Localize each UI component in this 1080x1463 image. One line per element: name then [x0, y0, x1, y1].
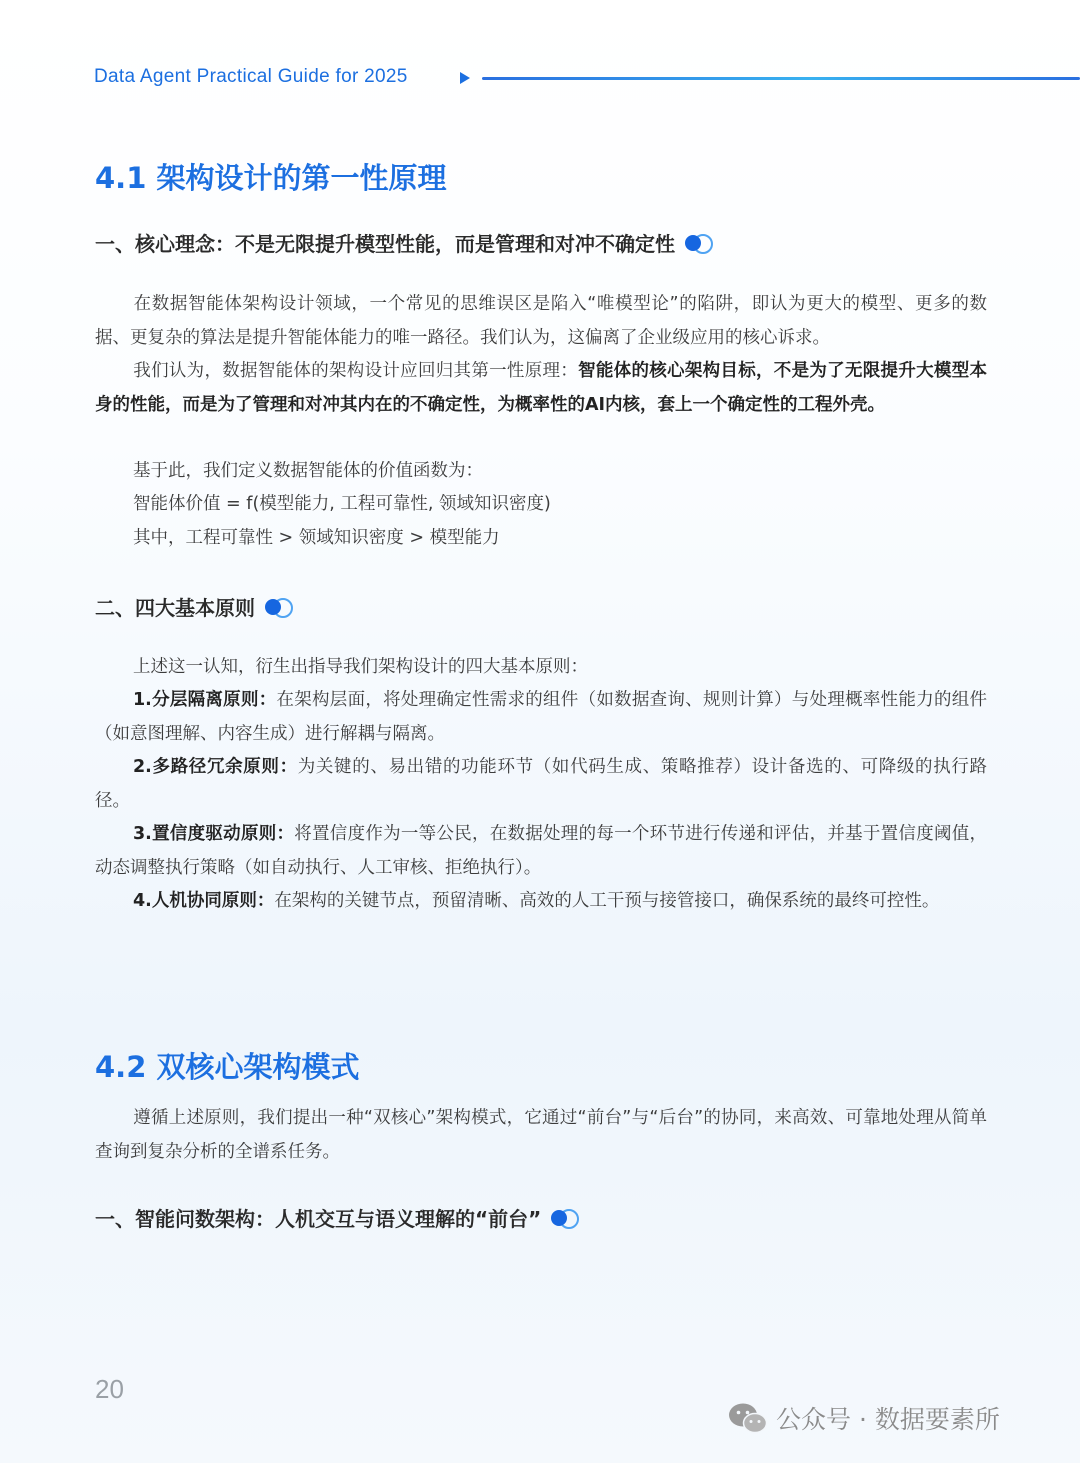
watermark-text: 公众号 · 数据要素所 — [776, 1405, 1000, 1434]
principle-name: 1.分层隔离原则： — [133, 690, 277, 710]
heading-42-1-text: 一、智能问数架构：人机交互与语义理解的“前台” — [95, 1207, 542, 1231]
principle-text: 为关键的、易出错的功能环节（如代码生成、策略推荐）设计备选的、可降级的执行路径。 — [95, 757, 988, 811]
paragraph-myth-text: 在数据智能体架构设计领域，一个常见的思维误区是陷入“唯模型论”的陷阱，即认为更大的模型、更多的数据、更复杂的算法是提升智能体能力的唯一路径。我们认为，这偏离了企业级应用的核心诉求。 — [95, 294, 987, 348]
principle-text: 在架构的关键节点，预留清晰、高效的人工干预与接管接口，确保系统的最终可控性。 — [274, 891, 940, 911]
toggle-dots-icon — [551, 1209, 579, 1227]
play-arrow-icon — [460, 72, 470, 84]
principle-item — [95, 751, 987, 818]
heading-1-text: 一、核心理念：不是无限提升模型性能，而是管理和对冲不确定性 — [95, 232, 675, 256]
section-42-title: 4.2 双核心架构模式 — [95, 1050, 360, 1084]
page-number: 20 — [95, 1374, 124, 1404]
principle-text: 在架构层面，将处理确定性需求的组件（如数据查询、规则计算）与处理概率性能力的组件（如意图理解、内容生成）进行解耦与隔离。 — [95, 690, 987, 744]
section-41-heading-1 — [95, 228, 713, 257]
section-41-heading-2 — [95, 592, 293, 621]
toggle-dots-icon — [685, 234, 713, 252]
principle-name: 4.人机协同原则： — [133, 891, 275, 911]
dual-core-text: 遵循上述原则，我们提出一种“双核心”架构模式，它通过“前台”与“后台”的协同，来高效、可靠地处理从简单查询到复杂分析的全谱系任务。 — [95, 1108, 987, 1162]
wechat-watermark — [728, 1400, 1000, 1436]
value-function-formula: 智能体价值 = f(模型能力, 工程可靠性, 领域知识密度) — [133, 494, 551, 514]
toggle-dots-icon — [265, 598, 293, 616]
first-principle-bold: 智能体的核心架构目标，不是为了无限提升大模型本身的性能，而是为了管理和对冲其内在的不确定性，为概率性的AI内核，套上一个确定性的工程外壳。 — [95, 361, 988, 415]
paragraph-myth — [95, 288, 987, 355]
section-41-title: 4.1 架构设计的第一性原理 — [95, 161, 447, 195]
header-divider — [482, 77, 1080, 80]
value-function-order: 其中，工程可靠性 > 领域知识密度 > 模型能力 — [133, 528, 500, 548]
header-title: Data Agent Practical Guide for 2025 — [94, 66, 408, 87]
principles-intro: 上述这一认知，衍生出指导我们架构设计的四大基本原则： — [133, 657, 588, 677]
value-function-intro: 基于此，我们定义数据智能体的价值函数为： — [133, 461, 483, 481]
principle-item — [95, 818, 987, 885]
paragraph-dual-core — [95, 1102, 987, 1169]
principle-item — [95, 885, 987, 919]
section-42-heading-1 — [95, 1203, 579, 1232]
first-principle-plain: 我们认为，数据智能体的架构设计应回归其第一性原理： — [133, 361, 579, 381]
principle-name: 2.多路径冗余原则： — [133, 757, 298, 777]
principle-name: 3.置信度驱动原则： — [133, 824, 295, 844]
principle-item — [95, 684, 987, 751]
heading-2-text: 二、四大基本原则 — [95, 596, 255, 620]
principle-text: 将置信度作为一等公民，在数据处理的每一个环节进行传递和评估，并基于置信度阈值，动态调整执行策略（如自动执行、人工审核、拒绝执行）。 — [95, 824, 988, 878]
paragraph-first-principle — [95, 355, 987, 422]
wechat-icon — [728, 1401, 768, 1435]
page-header — [94, 66, 1080, 92]
